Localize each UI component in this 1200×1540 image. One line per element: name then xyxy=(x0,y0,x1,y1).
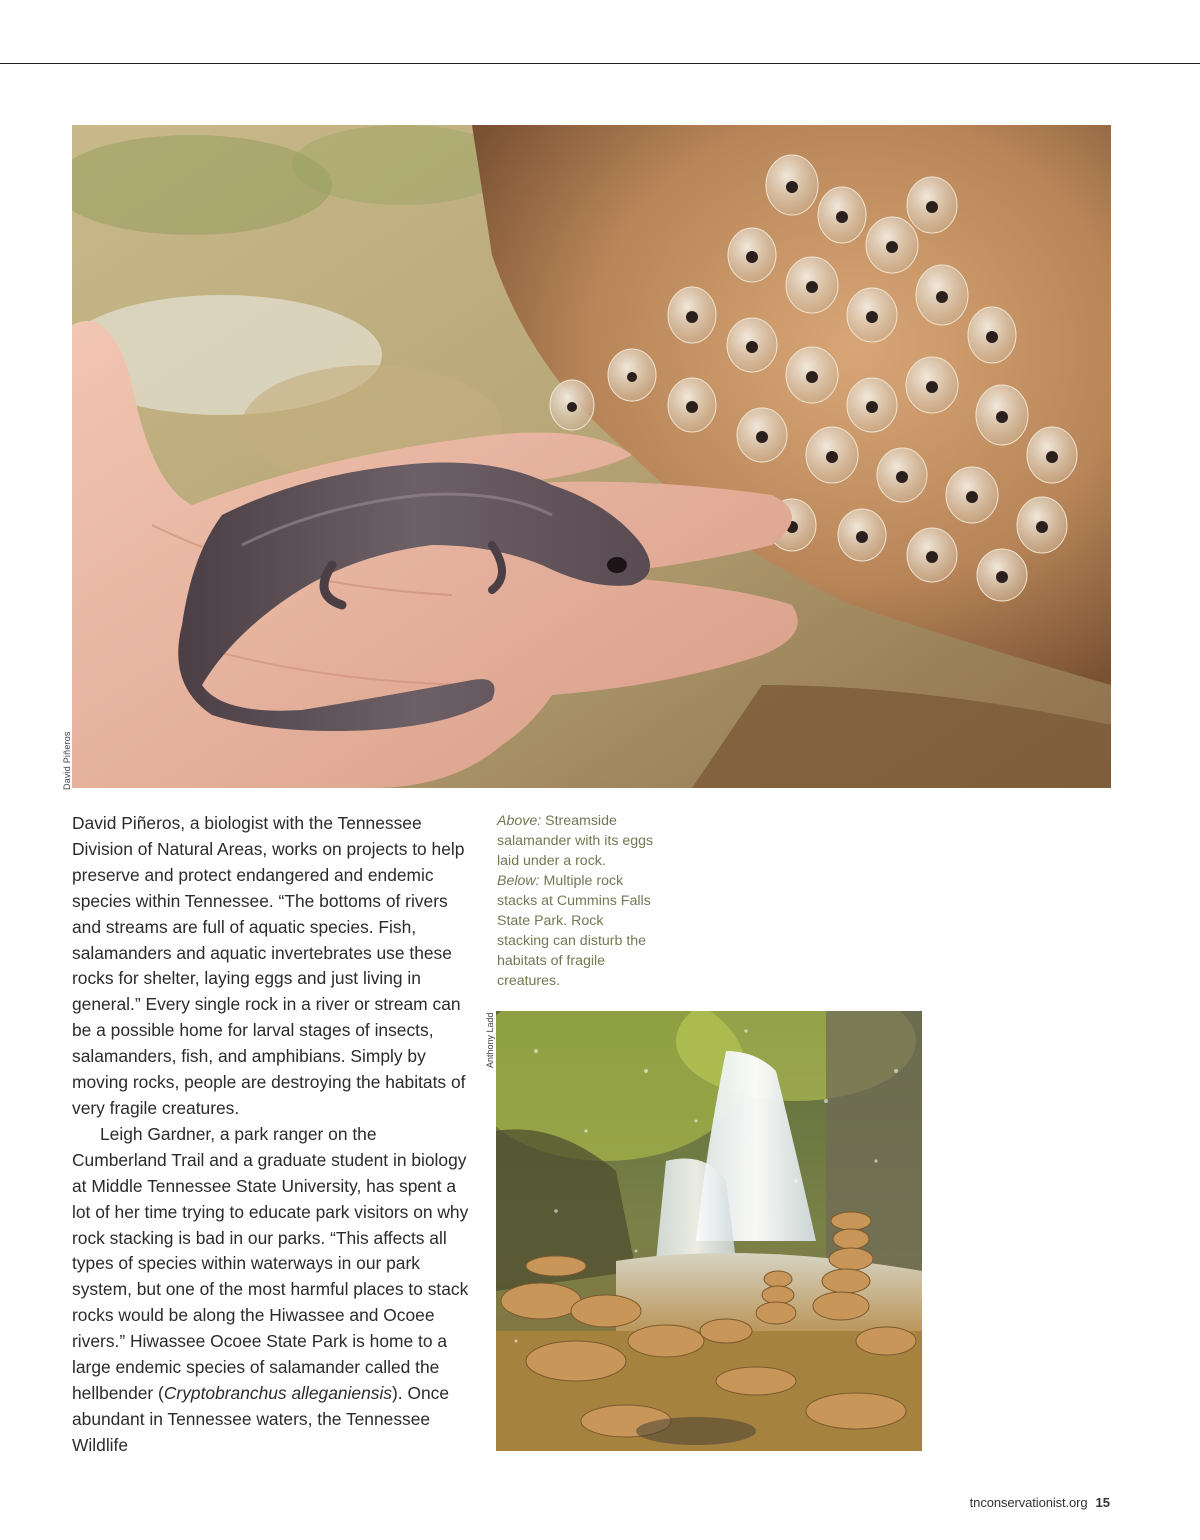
salamander-photo xyxy=(72,125,1111,788)
paragraph-1: David Piñeros, a biologist with the Tennessee Division of Natural Areas, works on projects to help preserve and protect endangered and endemic species within Tennessee. “The bottoms of rivers and streams are full of aquatic species. Fish, salamanders and aquatic invertebrates use these rocks for shelter, laying eggs and just living in general.” Every single rock in a river or stream can be a possible home for larval stages of insects, salamanders, fish, and amphibians. Simply by moving rocks, people are destroying the habitats of very fragile creatures. xyxy=(72,813,466,1118)
top-rule xyxy=(0,63,1200,64)
page-number: 15 xyxy=(1095,1495,1110,1510)
photo-caption xyxy=(497,811,657,991)
paragraph-2: Leigh Gardner, a park ranger on the Cumberland Trail and a graduate student in biology at Middle Tennessee State University, has spent a lot of her time trying to educate park visitors on why rock stacking is bad in our parks. “This affects all types of species within waterways in our park system, but one of the most harmful places to stack rocks would be along the Hiwassee and Ocoee rivers.” Hiwassee Ocoee State Park is home to a large endemic species of salamander called the hellbender (Cryptobranchus alleganiensis). Once abundant in Tennessee waters, the Tennessee Wildlife xyxy=(72,1123,469,1455)
caption-below-label: Below: xyxy=(497,873,540,889)
photo-credit-second: Anthony Ladd xyxy=(485,1012,495,1068)
caption-below-text: Multiple rock stacks at Cummins Falls State Park. Rock stacking can disturb the habitats of fragile creatures. xyxy=(497,873,651,989)
caption-above-label: Above: xyxy=(497,813,542,829)
photo-credit-main: David Piñeros xyxy=(62,731,72,790)
footer-site: tnconservationist.org xyxy=(969,1495,1088,1510)
caption-above-text: Streamside salamander with its eggs laid under a rock. xyxy=(497,813,654,869)
species-name: Cryptobranchus alleganiensis xyxy=(163,1382,393,1403)
article-body xyxy=(72,811,472,1459)
rock-stacks-photo xyxy=(496,1011,922,1451)
page-footer xyxy=(970,1495,1110,1510)
